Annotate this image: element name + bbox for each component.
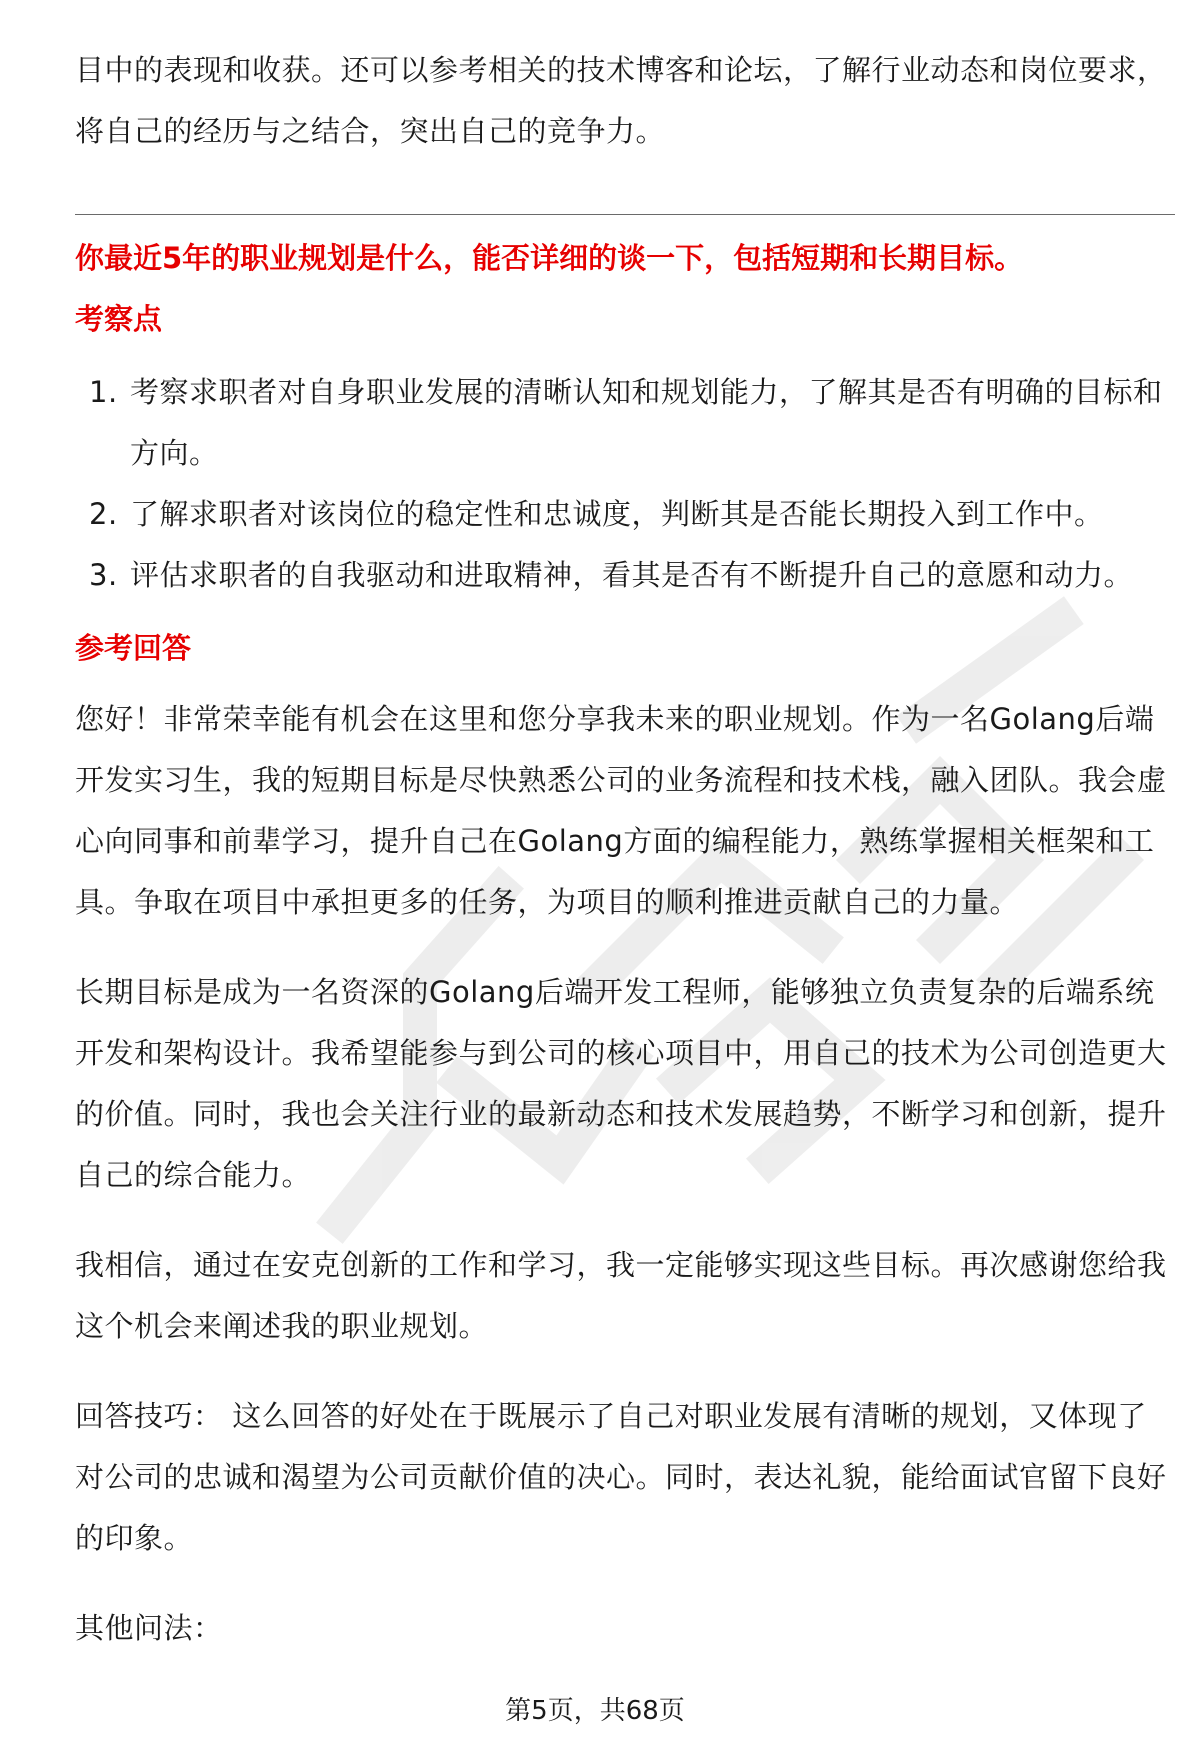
list-item [75, 484, 1175, 545]
examination-points-list [75, 362, 1175, 606]
list-item-text: 考察求职者对自身职业发展的清晰认知和规划能力，了解其是否有明确的目标和方向。 [130, 375, 1163, 470]
list-item [75, 545, 1175, 606]
answer-tips: 回答技巧： 这么回答的好处在于既展示了自己对职业发展有清晰的规划，又体现了对公司的忠诚和渴望为公司贡献价值的决心。同时，表达礼貌，能给面试官留下良好的印象。 [75, 1399, 1167, 1555]
section-divider [75, 214, 1175, 215]
answer-paragraph: 您好！非常荣幸能有机会在这里和您分享我未来的职业规划。作为一名Golang后端开发实习生，我的短期目标是尽快熟悉公司的业务流程和技术栈，融入团队。我会虚心向同事和前辈学习，提升自己在Golang方面的编程能力，熟练掌握相关框架和工具。争取在项目中承担更多的任务，为项目的顺利推进贡献自己的力量。 [75, 702, 1167, 919]
list-item-number: 3. [89, 558, 118, 592]
list-item-text: 评估求职者的自我驱动和进取精神，看其是否有不断提升自己的意愿和动力。 [130, 558, 1134, 592]
answer-paragraph: 长期目标是成为一名资深的Golang后端开发工程师，能够独立负责复杂的后端系统开发和架构设计。我希望能参与到公司的核心项目中，用自己的技术为公司创造更大的价值。同时，我也会关注行业的最新动态和技术发展趋势，不断学习和创新，提升自己的综合能力。 [75, 975, 1167, 1192]
reference-answer-title: 参考回答 [75, 631, 192, 665]
list-item-text: 了解求职者对该岗位的稳定性和忠诚度，判断其是否能长期投入到工作中。 [130, 497, 1104, 531]
other-questions-label: 其他问法： [75, 1611, 223, 1645]
list-item-number: 1. [89, 375, 118, 409]
document-page [75, 40, 1175, 1659]
examination-points-title: 考察点 [75, 302, 163, 336]
answer-paragraph: 我相信，通过在安克创新的工作和学习，我一定能够实现这些目标。再次感谢您给我这个机会来阐述我的职业规划。 [75, 1248, 1167, 1343]
question-heading: 你最近5年的职业规划是什么，能否详细的谈一下，包括短期和长期目标。 [75, 241, 1024, 275]
intro-paragraph: 目中的表现和收获。还可以参考相关的技术博客和论坛，了解行业动态和岗位要求，将自己的经历与之结合，突出自己的竞争力。 [75, 53, 1167, 148]
list-item [75, 362, 1175, 484]
list-item-number: 2. [89, 497, 118, 531]
page-footer: 第5页，共68页 [505, 1696, 685, 1726]
